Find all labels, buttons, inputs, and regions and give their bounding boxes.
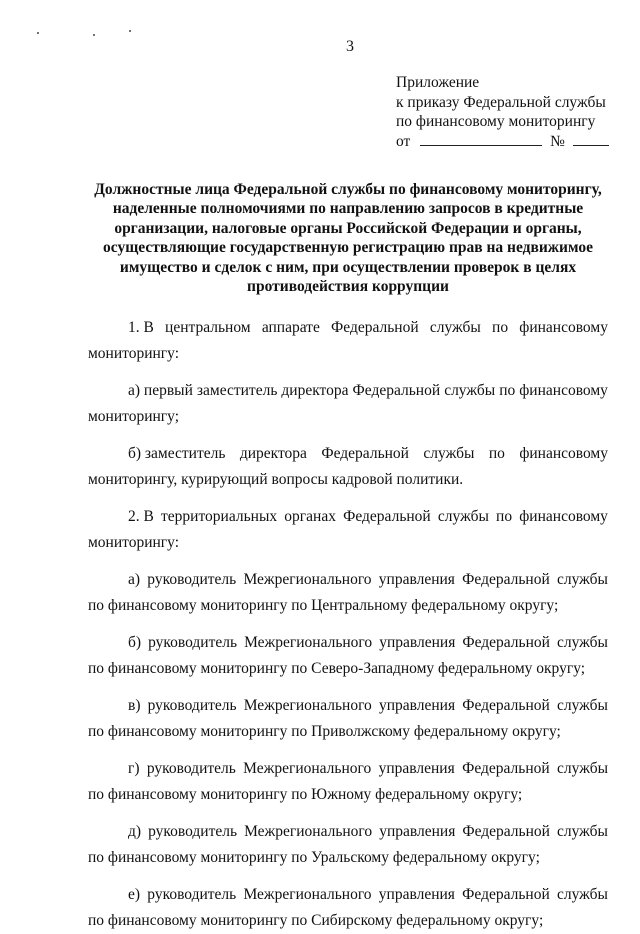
paragraph-gap [88, 871, 608, 882]
paragraph-first-line [88, 441, 608, 467]
word: руководитель [148, 823, 238, 840]
word: Федеральной [462, 823, 550, 840]
word: г) [128, 760, 140, 777]
paragraph-second-line: по финансовому мониторингу по Сибирскому федеральному округу; [88, 912, 544, 929]
word: а) первый [128, 382, 193, 399]
paragraph-gap [88, 619, 608, 630]
paragraph-first-line [88, 315, 608, 341]
word: в) [128, 697, 141, 714]
paragraph-gap [88, 808, 608, 819]
paragraph-second-line: по финансовому мониторингу по Центральному федеральному округу; [88, 597, 559, 614]
paragraph-first-line [88, 882, 608, 908]
word: Межрегионального [244, 634, 373, 651]
word: финансовому [519, 382, 608, 399]
list-item [88, 819, 608, 871]
number-label: № [550, 132, 565, 150]
paragraph-second-line: мониторингу: [88, 534, 180, 551]
scan-speck [93, 34, 95, 36]
list-item [88, 315, 608, 367]
list-item [88, 882, 608, 934]
word: заместитель [196, 382, 278, 399]
number-blank [573, 133, 609, 146]
word: Федеральной [462, 571, 550, 588]
word: Межрегионального [243, 886, 372, 903]
word: управления [378, 571, 455, 588]
word: руководитель [147, 571, 237, 588]
paragraph-first-line [88, 630, 608, 656]
word: Межрегионального [243, 571, 372, 588]
word: управления [379, 823, 456, 840]
word: е) [128, 886, 141, 903]
word: службы [556, 697, 608, 714]
paragraph-first-line [88, 567, 608, 593]
word: 2. В [128, 508, 154, 525]
list-item [88, 756, 608, 808]
paragraph-second-line: по финансовому мониторингу по Приволжскому федеральному округу; [88, 723, 561, 740]
word: центральном [165, 319, 251, 336]
word: Федеральной [343, 508, 431, 525]
word: службы [557, 886, 608, 903]
word: по [496, 508, 513, 525]
list-item [88, 567, 608, 619]
appendix-order-ref: к приказу Федеральной службы [396, 93, 606, 111]
word: директора [239, 445, 307, 462]
word: управления [378, 886, 455, 903]
page-number: 3 [346, 38, 354, 55]
word: Федеральной [352, 382, 441, 399]
word: службы [557, 634, 608, 651]
paragraph-gap [88, 556, 608, 567]
paragraph-gap [88, 430, 608, 441]
title-line: Должностные лица Федеральной службы по финансовому мониторингу, [94, 181, 602, 198]
title-line: наделенные полномочиями по направлению запросов в кредитные [112, 200, 584, 218]
paragraph-second-line: по финансовому мониторингу по Южному федеральному округу; [88, 786, 523, 803]
word: службы [444, 382, 496, 399]
word: Федеральной [331, 319, 419, 336]
list-item [88, 441, 608, 493]
word: 1. В [128, 319, 154, 336]
word: Межрегионального [244, 823, 373, 840]
word: Федеральной [462, 886, 550, 903]
paragraph-gap [88, 682, 608, 693]
word: Федеральной [321, 445, 409, 462]
word: финансовому [519, 445, 608, 462]
word: руководитель [147, 697, 237, 714]
date-blank [420, 133, 542, 146]
title-line: имущество и сделок с ним, при осуществлении проверок в целях [119, 258, 577, 276]
word: Федеральной [462, 634, 550, 651]
appendix-agency-ref: по финансовому мониторингу [396, 113, 596, 130]
paragraph-gap [88, 745, 608, 756]
paragraph-first-line [88, 693, 608, 719]
appendix-label: Приложение [396, 74, 480, 91]
word: по [492, 319, 509, 336]
word: б) [128, 634, 142, 651]
paragraph-first-line [88, 504, 608, 530]
word: службы [557, 823, 608, 840]
list-item [88, 693, 608, 745]
paragraph-second-line: по финансовому мониторингу по Уральскому федеральному округу; [88, 849, 540, 866]
document-body [88, 315, 608, 934]
word: службы [557, 571, 608, 588]
word: Федеральной [462, 760, 550, 777]
word: финансовому [519, 319, 608, 336]
title-line: организации, налоговые органы Российской Федерации и органы, [114, 219, 582, 237]
word: аппарате [261, 319, 320, 336]
paragraph-first-line [88, 378, 608, 404]
word: службы [557, 760, 608, 777]
word: управления [379, 634, 456, 651]
paragraph-second-line: мониторингу: [88, 345, 180, 362]
appendix-date-number-line [396, 132, 609, 152]
word: б) заместитель [128, 445, 226, 462]
paragraph-gap [88, 493, 608, 504]
word: директора [281, 382, 349, 399]
scan-speck [37, 32, 39, 34]
word: службы [429, 319, 481, 336]
word: Федеральной [462, 697, 550, 714]
word: органах [284, 508, 336, 525]
paragraph-second-line: по финансовому мониторингу по Северо-Западному федеральному округу; [88, 660, 586, 677]
word: управления [378, 760, 455, 777]
list-item [88, 378, 608, 430]
paragraph-second-line: мониторингу; [88, 408, 180, 425]
word: по [499, 382, 516, 399]
word: Межрегионального [243, 760, 372, 777]
word: руководитель [148, 634, 238, 651]
word: по [488, 445, 505, 462]
word: службы [437, 508, 489, 525]
paragraph-first-line [88, 756, 608, 782]
appendix-header [396, 73, 609, 151]
from-label: от [396, 132, 411, 150]
word: финансовому [519, 508, 608, 525]
list-item [88, 630, 608, 682]
document-title [88, 180, 608, 296]
word: а) [128, 571, 141, 588]
word: д) [128, 823, 142, 840]
paragraph-gap [88, 367, 608, 378]
paragraph-second-line: мониторингу, курирующий вопросы кадровой политики. [88, 471, 464, 488]
title-line: противодействия коррупции [247, 278, 449, 296]
title-line: осуществляющие государственную регистрацию прав на недвижимое [103, 239, 593, 257]
list-item [88, 504, 608, 556]
scan-speck [129, 30, 131, 32]
word: службы [423, 445, 475, 462]
word: руководитель [147, 886, 237, 903]
paragraph-first-line [88, 819, 608, 845]
word: управления [378, 697, 456, 714]
word: руководитель [146, 760, 236, 777]
word: Межрегионального [243, 697, 372, 714]
word: территориальных [161, 508, 278, 525]
